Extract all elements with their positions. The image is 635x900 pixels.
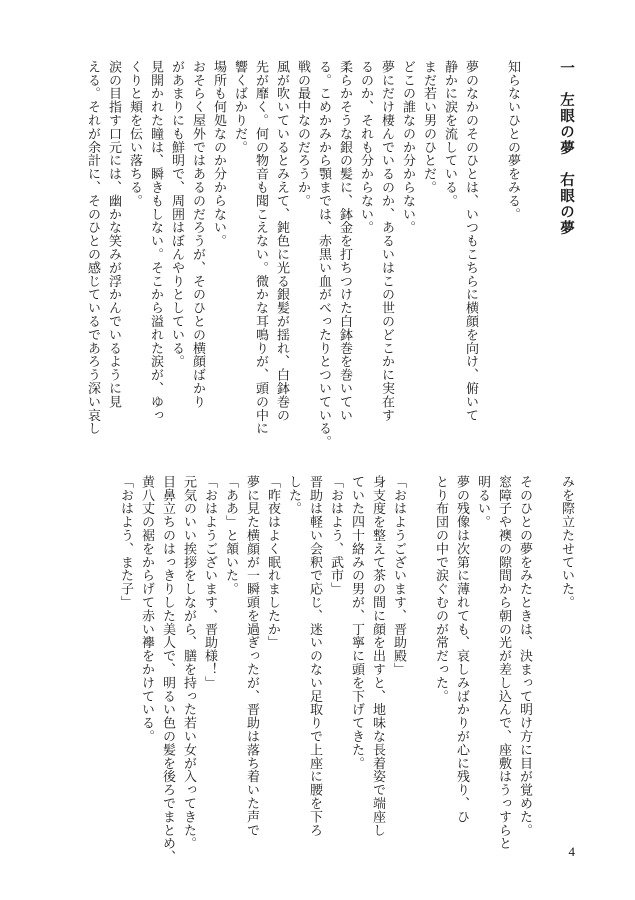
- text-line: 「ああ」と頷いた。: [223, 475, 238, 596]
- text-line: 身支度を整えて茶の間に顔を出すと、地味な長着姿で端座し: [370, 475, 385, 837]
- text-line: 夢の残像は次第に薄れても、哀しみばかりが心に残り、ひ: [454, 475, 469, 824]
- text-line: [409, 475, 430, 855]
- text-block-top: [82, 60, 577, 449]
- text-line: 静かに涙を流している。: [442, 60, 457, 208]
- text-line: どこの誰なのか分からない。: [400, 60, 415, 235]
- text-line: した。: [286, 475, 301, 516]
- text-line: 先が靡く。何の物音も聞こえない。微かな耳鳴りが、頭の中に: [253, 60, 268, 436]
- text-line: [535, 475, 556, 855]
- text-line: 目鼻立ちのはっきりした美人で、明るい色の髪を後ろでまとめ、: [160, 475, 175, 864]
- text-line: 涙の目指す口元には、幽かな笑みが浮かんでいるように見: [106, 60, 121, 409]
- text-line: 明るい。: [475, 475, 490, 529]
- text-line: 窓障子や襖の隙間から朝の光が差し込んで、座敷はうっすらと: [496, 475, 511, 851]
- text-line: 夢に見た横顔が一瞬頭を過ぎったが、晋助は落ち着いた声で: [244, 475, 259, 837]
- text-line: るのか、それも分からない。: [358, 60, 373, 235]
- text-line: える。それが余計に、そのひとの感じているであろう深い哀し: [85, 60, 100, 436]
- text-line: 柔らかそうな銀の髪に、鉢金を打ちつけた白鉢巻を巻いてい: [337, 60, 352, 422]
- chapter-title: 一 左眼の夢 右眼の夢: [558, 60, 575, 236]
- text-line: 知らないひとの夢をみる。: [505, 60, 520, 221]
- text-line: おそらく屋外ではあるのだろうが、そのひとの横顔ばかり: [190, 60, 205, 409]
- text-line: まだ若い男のひとだ。: [421, 60, 436, 194]
- text-line: [481, 60, 502, 440]
- text-line: 戦の最中なのだろうか。: [295, 60, 310, 208]
- text-line: 晋助は軽い会釈で応じ、迷いのない足取りで上座に腰を下ろ: [307, 475, 322, 837]
- text-line: とり布団の中で涙ぐむのが常だった。: [433, 475, 448, 703]
- text-line: くりと頬を伝い落ちる。: [127, 60, 142, 208]
- text-line: 「おはようございます、晋助様！」: [202, 475, 217, 690]
- text-line: 「おはようございます、晋助殿」: [391, 475, 406, 676]
- text-line: 場所も何処なのか分からない。: [211, 60, 226, 248]
- text-line: みを際立たせていた。: [559, 475, 574, 609]
- text-line: 「昨夜はよく眠れましたか」: [265, 475, 280, 650]
- text-line: 「おはよう、武市」: [328, 475, 343, 596]
- text-line: る。こめかみから顎までは、赤黒い血がべったりとついている。: [316, 60, 331, 449]
- text-line: 「おはよう、また子」: [118, 475, 133, 609]
- text-line: 夢のなかのそのひとは、いつもこちらに横顔を向け、俯いて: [463, 60, 478, 422]
- text-line: 響くばかりだ。: [232, 60, 247, 154]
- text-line: があまりにも鮮明で、周囲はぼんやりとしている。: [169, 60, 184, 369]
- text-line: 元気のいい挨拶をしながら、膳を持った若い女が入ってきた。: [181, 475, 196, 851]
- text-line: 見開かれた瞳は、瞬きもしない。そこから溢れた涙が、ゆっ: [148, 60, 163, 422]
- text-block-bottom: [115, 475, 577, 864]
- page-number: 4: [568, 844, 575, 859]
- text-line: ていた四十絡みの男が、丁寧に頭を下げてきた。: [349, 475, 364, 770]
- text-line: 夢にだけ棲んでいるのか、あるいはこの世のどこかに実在す: [379, 60, 394, 422]
- text-line: 黄八丈の裾をからげて赤い襷をかけている。: [139, 475, 154, 743]
- text-line: 風が吹いているとみえて、鈍色に光る銀髪が揺れ、白鉢巻の: [274, 60, 289, 422]
- text-line: そのひとの夢をみたときは、決まって明け方に目が覚めた。: [517, 475, 532, 837]
- text-line: [523, 60, 544, 440]
